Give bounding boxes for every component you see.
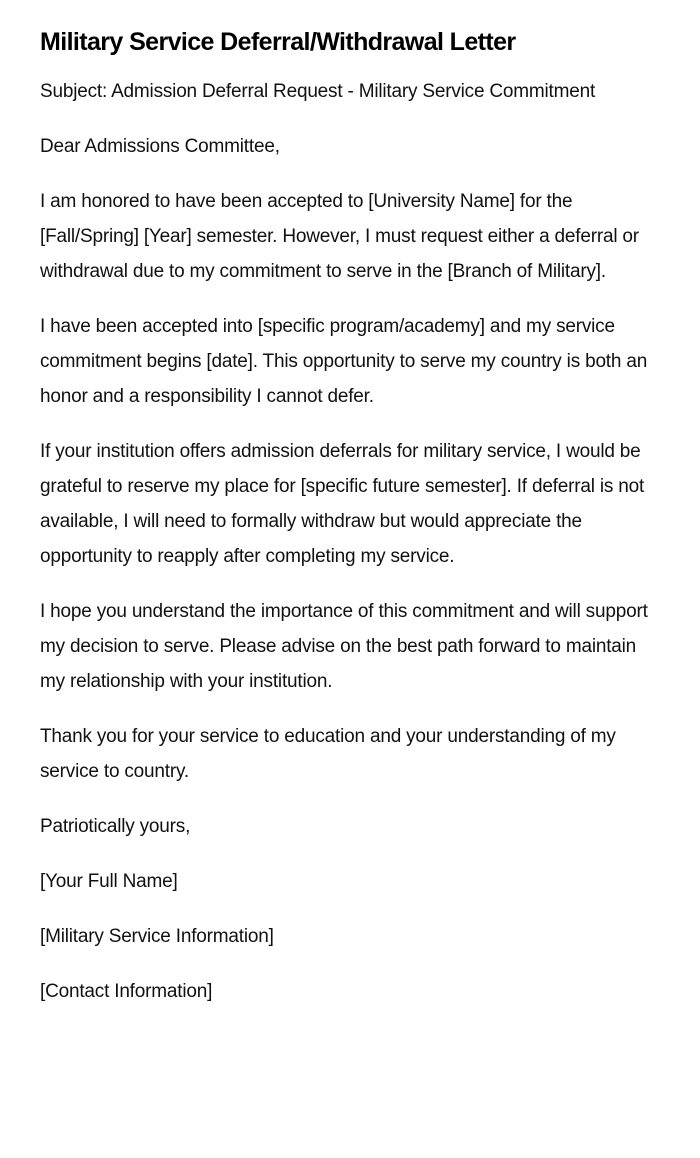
body-paragraph: I am honored to have been accepted to [University Name] for the [Fall/Spring] [Year] semester. However, I must request either a deferral or withdrawal due to my commitment to serve in the [Branch of Military].	[40, 191, 639, 282]
letter-title: Military Service Deferral/Withdrawal Letter	[40, 28, 516, 56]
salutation: Dear Admissions Committee,	[40, 136, 280, 157]
subject-line: Subject: Admission Deferral Request - Military Service Commitment	[40, 81, 596, 102]
body-paragraph: I have been accepted into [specific program/academy] and my service commitment begins [date]. This opportunity to serve my country is both an honor and a responsibility I cannot defer.	[40, 316, 648, 407]
closing: Patriotically yours,	[40, 816, 191, 837]
body-paragraph: I hope you understand the importance of this commitment and will support my decision to serve. Please advise on the best path forward to maintain my relationship with your institution.	[40, 601, 648, 692]
body-paragraph: Thank you for your service to education and your understanding of my service to country.	[40, 726, 616, 782]
body-paragraph: If your institution offers admission deferrals for military service, I would be grateful to reserve my place for [specific future semester]. If deferral is not available, I will need to formally withdraw but would appreciate the opportunity to reapply after completing my service.	[40, 441, 645, 567]
signature-name: [Your Full Name]	[40, 871, 178, 892]
military-info: [Military Service Information]	[40, 926, 274, 947]
contact-info: [Contact Information]	[40, 981, 213, 1002]
